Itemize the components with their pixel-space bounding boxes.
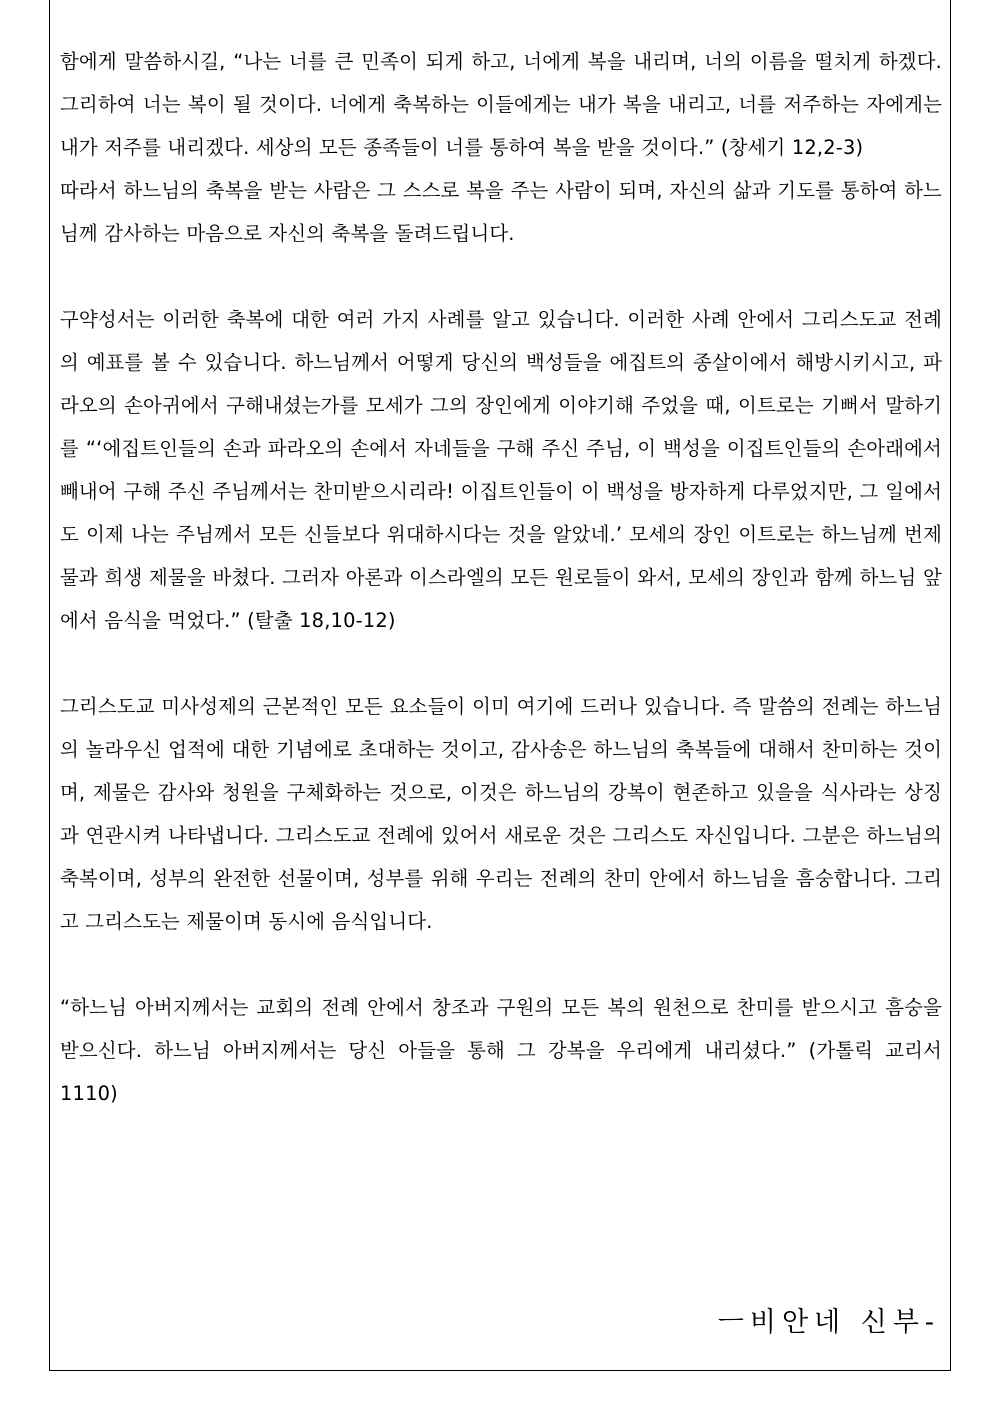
paragraph-genesis-quote: 함에게 말씀하시길, “나는 너를 큰 민족이 되게 하고, 너에게 복을 내리며, 너의 이름을 떨치게 하겠다. 그리하여 너는 복이 될 것이다. 너에게 축복하는 이들에게는 내가 복을 내리고, 너를 저주하는 자에게는 내가 저주를 내리겠다. 세상의 모든 종족들이 너를 통하여 복을 받을 것이다.” (창세기 12,2-3) — [60, 50, 942, 159]
paragraph-mass-elements: 그리스도교 미사성제의 근본적인 모든 요소들이 이미 여기에 드러나 있습니다. 즉 말씀의 전례는 하느님의 놀라우신 업적에 대한 기념에로 초대하는 것이고, 감사송은 하느님의 축복들에 대해서 찬미하는 것이며, 제물은 감사와 청원을 구체화하는 것으로, 이것은 하느님의 강복이 현존하고 있을을 식사라는 상징과 연관시켜 나타냅니다. 그리스도교 전례에 있어서 새로운 것은 그리스도 자신입니다. 그분은 하느님의 축복이며, 성부의 완전한 선물이며, 성부를 위해 우리는 전례의 찬미 안에서 하느님을 흠숭합니다. 그리고 그리스도는 제물이며 동시에 음식입니다. — [60, 695, 942, 933]
paragraph-gap — [60, 255, 942, 298]
paragraph-catechism-quote: “하느님 아버지께서는 교회의 전례 안에서 창조과 구원의 모든 복의 원천으로 찬미를 받으시고 흠숭을 받으신다. 하느님 아버지께서는 당신 아들을 통해 그 강복을 우리에게 내리셨다.” (가톨릭 교리서 1110) — [60, 996, 942, 1105]
signature: ㅡ비안네 신부- — [717, 1307, 940, 1338]
paragraph-gap — [60, 943, 942, 986]
paragraph-old-testament: 구약성서는 이러한 축복에 대한 여러 가지 사례를 알고 있습니다. 이러한 사례 안에서 그리스도교 전례의 예표를 볼 수 있습니다. 하느님께서 어떻게 당신의 백성들을 에집트의 종살이에서 해방시키시고, 파라오의 손아귀에서 구해내셨는가를 모세가 그의 장인에게 이야기해 주었을 때, 이트로는 기뻐서 말하기를 “‘에집트인들의 손과 파라오의 손에서 자네들을 구해 주신 주님, 이 백성을 이집트인들의 손아래에서 빼내어 구해 주신 주님께서는 찬미받으시리라! 이집트인들이 이 백성을 방자하게 다루었지만, 그 일에서도 이제 나는 주님께서 모든 신들보다 위대하시다는 것을 알았네.’ 모세의 장인 이트로는 하느님께 번제물과 희생 제물을 바쳤다. 그러자 아론과 이스라엘의 모든 원로들이 와서, 모세의 장인과 함께 하느님 앞에서 음식을 먹었다.” (탈출 18,10-12) — [60, 308, 942, 632]
document-body — [60, 40, 942, 1115]
paragraph-gap — [60, 642, 942, 685]
paragraph-blessing: 따라서 하느님의 축복을 받는 사람은 그 스스로 복을 주는 사람이 되며, 자신의 삶과 기도를 통하여 하느님께 감사하는 마음으로 자신의 축복을 돌려드립니다. — [60, 179, 942, 245]
